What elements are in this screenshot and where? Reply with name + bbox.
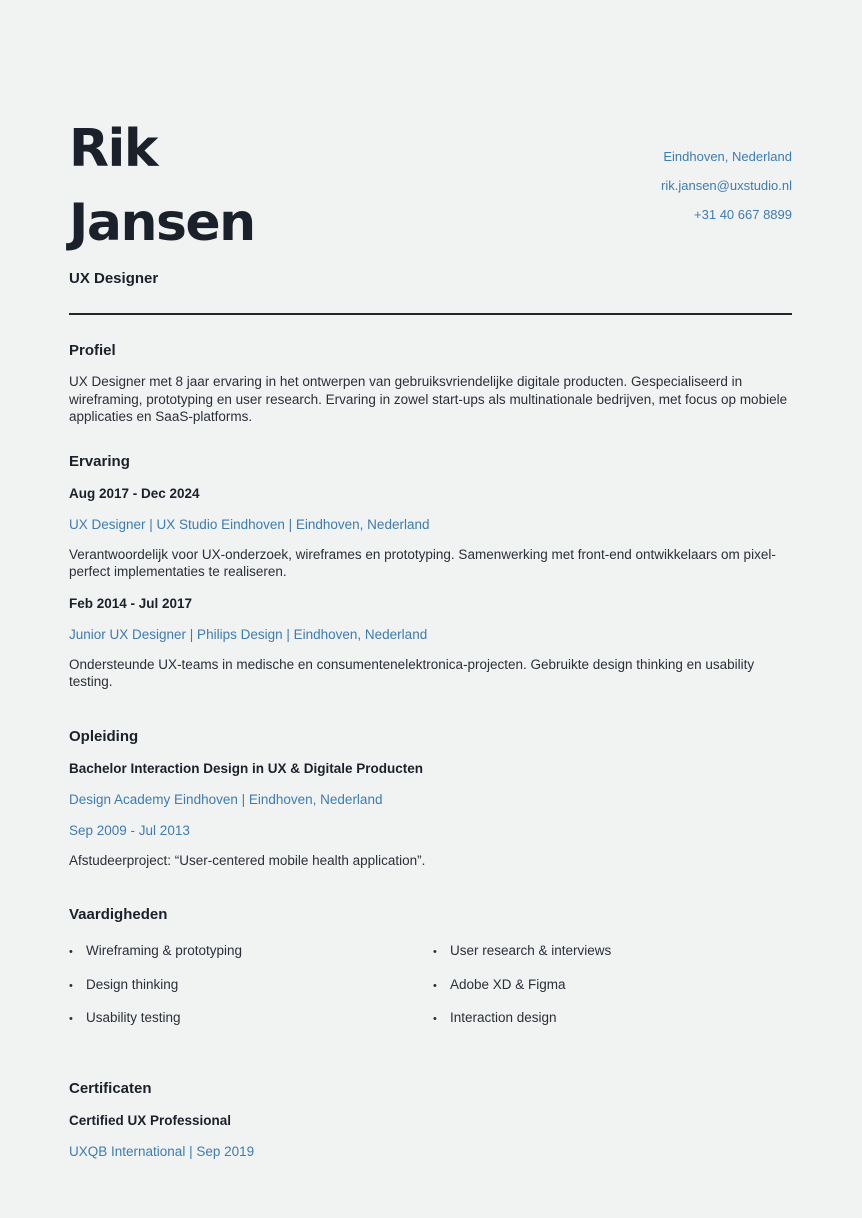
contact-email: rik.jansen@uxstudio.nl: [661, 178, 792, 193]
job-description: Verantwoordelijk voor UX-onderzoek, wireframes en prototyping. Samenwerking met front-end ontwikkelaars om pixel-perfect implementaties te realiseren.: [69, 546, 776, 579]
skills-column-left: [69, 942, 433, 1043]
certificate-name: Certified UX Professional: [69, 1112, 232, 1128]
skills-column-right: [433, 942, 792, 1043]
last-name: Jansen: [69, 193, 255, 253]
education-dates: Sep 2009 - Jul 2013: [69, 822, 190, 838]
experience-entry: [69, 485, 792, 581]
page-title: [69, 112, 255, 260]
skills-grid: [69, 942, 792, 1043]
education-school-line: Design Academy Eindhoven | Eindhoven, Nederland: [69, 791, 383, 807]
bullet-icon: •: [433, 1013, 437, 1025]
certificate-issuer-line: UXQB International | Sep 2019: [69, 1143, 255, 1159]
job-title: UX Designer: [69, 270, 159, 287]
bullet-icon: •: [69, 1013, 73, 1025]
section-education: [69, 727, 792, 870]
skill-label: Design thinking: [86, 976, 179, 992]
bullet-icon: •: [433, 979, 437, 992]
bullet-icon: •: [69, 946, 73, 958]
header-divider: [69, 313, 792, 315]
education-note: Afstudeerproject: “User-centered mobile health application”.: [69, 852, 426, 868]
section-experience: [69, 452, 792, 691]
skill-label: User research & interviews: [450, 943, 612, 958]
contact-block: [661, 112, 792, 229]
bullet-icon: •: [69, 979, 73, 992]
skill-item: [69, 976, 433, 996]
resume-header: [69, 112, 792, 287]
contact-location: Eindhoven, Nederland: [663, 149, 792, 164]
skill-item: [433, 976, 792, 996]
skill-item: [433, 942, 792, 962]
skill-label: Interaction design: [450, 1010, 557, 1025]
bullet-icon: •: [433, 946, 437, 958]
skill-item: [433, 1009, 792, 1029]
section-heading-certificates: Certificaten: [69, 1079, 152, 1097]
section-certificates: [69, 1079, 792, 1160]
skill-item: [69, 1009, 433, 1029]
job-role-line: Junior UX Designer | Philips Design | Eindhoven, Nederland: [69, 626, 428, 642]
job-description: Ondersteunde UX-teams in medische en consumentenelektronica-projecten. Gebruikte design thinking en usability testing.: [69, 656, 755, 689]
first-name: Rik: [69, 119, 157, 179]
job-dates: Feb 2014 - Jul 2017: [69, 595, 193, 611]
job-dates: Aug 2017 - Dec 2024: [69, 485, 200, 501]
job-role-line: UX Designer | UX Studio Eindhoven | Eindhoven, Nederland: [69, 516, 430, 532]
profile-text: UX Designer met 8 jaar ervaring in het ontwerpen van gebruiksvriendelijke digitale producten. Gespecialiseerd in wireframing, prototyping en user research. Ervaring in zowel start-ups als multinationale bedrijven, met focus op mobiele applicaties en SaaS-platforms.: [69, 374, 788, 424]
section-heading-experience: Ervaring: [69, 452, 130, 470]
education-degree: Bachelor Interaction Design in UX & Digitale Producten: [69, 760, 424, 776]
skill-label: Adobe XD & Figma: [450, 976, 566, 992]
skill-item: [69, 942, 433, 962]
name-block: [69, 112, 255, 287]
skill-label: Usability testing: [86, 1010, 181, 1025]
section-profile: [69, 341, 792, 426]
section-heading-profile: Profiel: [69, 342, 116, 359]
experience-entry: [69, 595, 792, 691]
section-skills: [69, 905, 792, 1043]
contact-phone: +31 40 667 8899: [694, 207, 792, 222]
skill-label: Wireframing & prototyping: [86, 943, 243, 958]
section-heading-education: Opleiding: [69, 727, 139, 745]
section-heading-skills: Vaardigheden: [69, 906, 168, 923]
